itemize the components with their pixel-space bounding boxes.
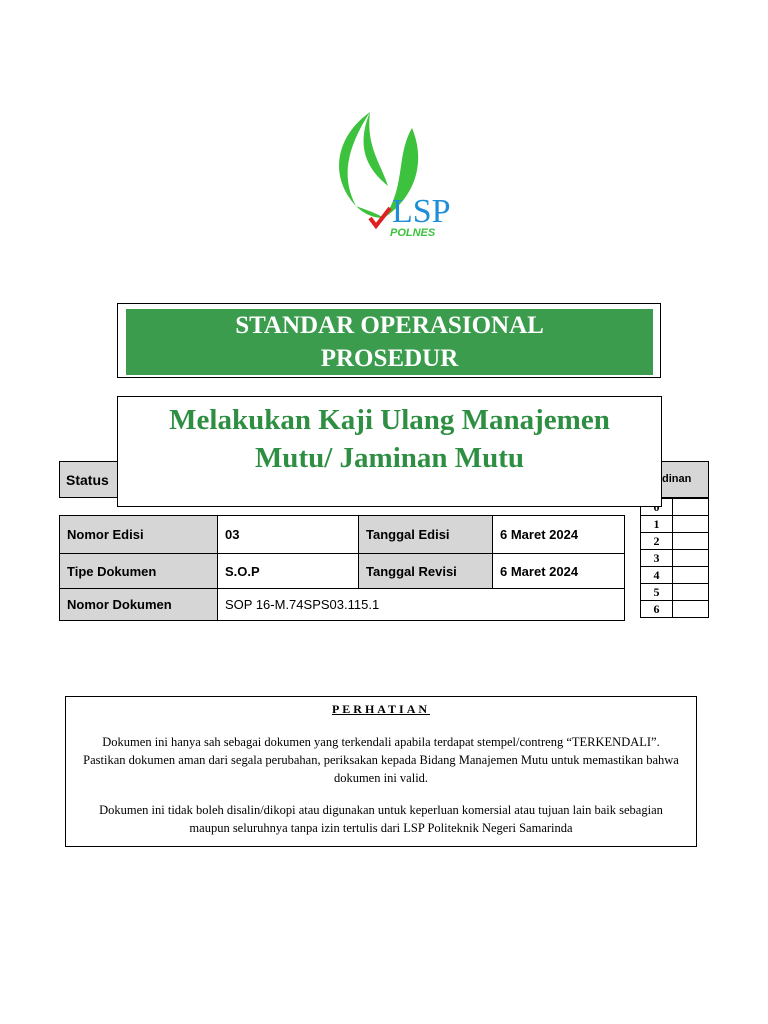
perubahan-label: dinan [662, 473, 692, 485]
nomor-edisi-value: 03 [218, 516, 359, 554]
notice-paragraph-2: Dokumen ini tidak boleh disalin/dikopi atau digunakan untuk keperluan komersial atau tujuan lain baik sebagian maupun seluruhnya tanpa izin tertulis dari LSP Politeknik Negeri Samarinda [99, 803, 663, 835]
revision-cell [673, 584, 709, 601]
nomor-dokumen-value: SOP 16-M.74SPS03.115.1 [218, 589, 625, 621]
tipe-dokumen-label: Tipe Dokumen [60, 554, 218, 589]
revision-cell [673, 499, 709, 516]
revision-number: 6 [641, 601, 673, 618]
table-row [641, 516, 709, 533]
revision-cell [673, 567, 709, 584]
revision-number: 5 [641, 584, 673, 601]
table-row [60, 554, 625, 589]
table-row [641, 550, 709, 567]
nomor-dokumen-label: Nomor Dokumen [60, 589, 218, 621]
document-title: STANDAR OPERASIONAL PROSEDUR [235, 312, 544, 372]
logo-graphic [326, 106, 476, 240]
status-label: Status [66, 472, 109, 488]
tanggal-edisi-label: Tanggal Edisi [359, 516, 493, 554]
revision-number: 2 [641, 533, 673, 550]
notice-title: PERHATIAN [331, 702, 431, 716]
tanggal-revisi-value: 6 Maret 2024 [493, 554, 625, 589]
revision-number: 3 [641, 550, 673, 567]
revision-cell [673, 516, 709, 533]
document-info-table [59, 515, 625, 621]
tipe-dokumen-value: S.O.P [218, 554, 359, 589]
tanggal-revisi-label: Tanggal Revisi [359, 554, 493, 589]
table-row [641, 533, 709, 550]
table-row [60, 589, 625, 621]
lsp-polnes-logo [326, 106, 476, 240]
nomor-edisi-label: Nomor Edisi [60, 516, 218, 554]
notice-paragraph-1: Dokumen ini hanya sah sebagai dokumen yang terkendali apabila terdapat stempel/contreng “TERKENDALI”. Pastikan dokumen aman dari segala perubahan, periksakan kepada Bidang Manajemen Mutu untuk memastikan bahwa dokumen ini valid. [83, 735, 679, 785]
logo-text: LSP [392, 193, 451, 230]
revision-cell [673, 533, 709, 550]
revision-table [640, 498, 709, 618]
revision-number: 4 [641, 567, 673, 584]
tanggal-edisi-value: 6 Maret 2024 [493, 516, 625, 554]
revision-number: 1 [641, 516, 673, 533]
table-row [641, 601, 709, 618]
table-row [60, 516, 625, 554]
table-row [641, 584, 709, 601]
revision-cell [673, 601, 709, 618]
subtitle-box [117, 396, 662, 507]
table-row [641, 567, 709, 584]
logo-subtext: POLNES [390, 227, 436, 239]
revision-cell [673, 550, 709, 567]
document-subtitle: Melakukan Kaji Ulang Manajemen Mutu/ Jaminan Mutu [169, 404, 610, 474]
